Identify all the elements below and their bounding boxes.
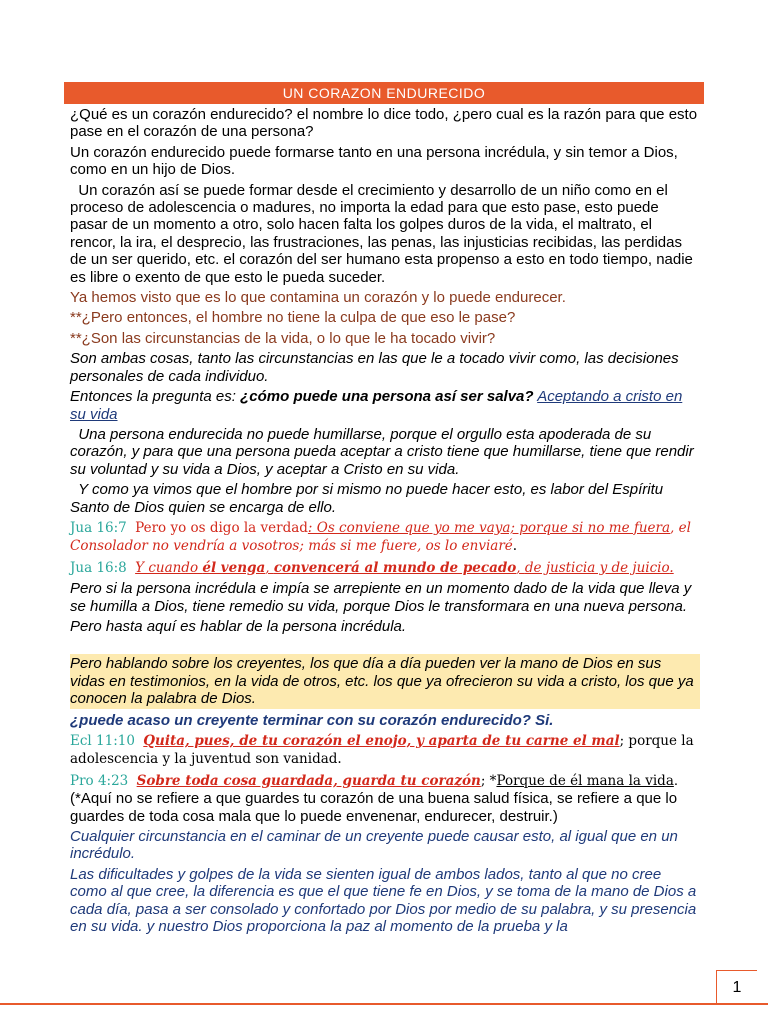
paragraph-believers-highlight: Pero hablando sobre los creyentes, los que día a día pueden ver la mano de Dios en sus vidas en testimonios, en la vida de otros, etc. los que ya ofrecieron su vida a cristo, los que ya conocen la palabra de Dios. (70, 654, 700, 708)
verse3-part-b: ; porque la adolescencia y la juventud son vanidad. (70, 733, 694, 768)
paragraph-unbeliever-end: Pero hasta aquí es hablar de la persona incrédula. (70, 617, 407, 635)
verse-john-16-7 (70, 519, 700, 556)
paragraph-definition: Un corazón endurecido puede formarse tanto en una persona incrédula, y sin temor a Dios, como en un hijo de Dios. (70, 143, 678, 179)
verse-ref-ecl-11-10: Ecl 11:10 (70, 733, 135, 749)
verse1-part-b: : Os conviene que yo me vaya; porque si no me fuera (307, 519, 671, 536)
paragraph-formation (70, 182, 700, 286)
paragraph-formation-text: Un corazón así se puede formar desde el crecimiento y desarrollo de un niño como en el proceso de adolescencia o madures, no importa la edad para que esto pase, esto puede pasar de un momento a otro, solo hacen falta los golpes duros de la vida, el maltrato, el rencor, la ira, el desprecio, las frustraciones, las penas, las injusticias recibidas, las perdidas de un ser querido, etc. el corazón del ser humano esta propenso a esto en todo tiempo, nadie es libre o exento de que esto le pueda suceder. (70, 181, 693, 286)
verse2-part-e: , (516, 559, 525, 576)
verse4-part-b: ; * (480, 772, 497, 789)
question-circumstances: **¿Son las circunstancias de la vida, o lo que le ha tocado vivir? (70, 329, 496, 347)
verse2-part-a: Y cuando (135, 559, 203, 576)
paragraph-intro-question: ¿Qué es un corazón endurecido? el nombre lo dice todo, ¿pero cual es la razón para que esto pase en el corazón de una persona? (70, 106, 698, 141)
verse2-part-f: de justicia y de juicio (524, 559, 670, 576)
section-spacer (70, 638, 700, 654)
question-guilt: **¿Pero entonces, el hombre no tiene la culpa de que eso le pase? (70, 309, 516, 327)
verse-ecclesiastes-11-10 (70, 732, 700, 769)
paragraph-humility (70, 426, 700, 478)
verse-ref-pro-4-23: Pro 4:23 (70, 772, 129, 789)
verse1-part-a: Pero yo os digo la verdad (135, 519, 308, 536)
paragraph-holy-spirit-text: Y como ya vimos que el hombre por si mismo no puede hacer esto, es labor del Espíritu Santo de Dios quien se encarga de ello. (70, 481, 664, 516)
verse-john-16-8 (70, 559, 700, 577)
page-number: 1 (716, 970, 757, 1004)
paragraph-any-circumstance: Cualquier circunstancia en el caminar de un creyente puede causar esto, al igual que en un incrédulo. (70, 828, 678, 863)
verse2-part-b: él venga (202, 559, 266, 576)
paragraph-holy-spirit (70, 481, 700, 516)
verse2-part-d: convencerá al mundo de pecado (273, 559, 517, 576)
verse-ref-john-16-7: Jua 16:7 (70, 519, 127, 536)
paragraph-difficulties: Las dificultades y golpes de la vida se sienten igual de ambos lados, tanto al que no cree como al que cree, la diferencia es que el que tiene fe en Dios, y se toma de la mano de Dios a cada día, pasa a ser consolado y confortado por Dios por medio de su palabra, y su presencia en su vida. y nuestro Dios proporciona la paz al momento de la prueba y la (70, 865, 697, 936)
verse4-part-c: Porque de él mana la vida (496, 772, 674, 789)
document-body (70, 106, 700, 938)
salvation-lead: Entonces la pregunta es: (70, 388, 241, 406)
salvation-question: ¿cómo puede una persona así ser salva? (240, 388, 534, 406)
verse4-part-a: Sobre toda cosa guardada, guarda tu corazón (136, 772, 481, 789)
verse2-part-c: , (265, 559, 274, 576)
verse2-part-g: . (669, 559, 674, 576)
paragraph-answer: Son ambas cosas, tanto las circunstancias en las que le a tocado vivir como, las decisiones personales de cada individuo. (70, 350, 679, 385)
footer-rule (0, 1003, 768, 1005)
verse-proverbs-4-23 (70, 772, 700, 825)
paragraph-believer-question: ¿puede acaso un creyente terminar con su corazón endurecido? Si. (70, 711, 554, 729)
paragraph-repentance: Pero si la persona incrédula e impía se arrepiente en un momento dado de la vida que lleva y se humilla a Dios, tiene remedio su vida, porque Dios le transformara en una nueva persona. (70, 580, 692, 615)
verse1-part-c: , el Consolador no vendría a vosotros; más si me fuere, os lo enviaré (70, 519, 691, 555)
document-title: UN CORAZON ENDURECIDO (64, 82, 704, 104)
salvation-answer-link[interactable]: Aceptando a cristo en su vida (70, 388, 683, 423)
paragraph-humility-text: Una persona endurecida no puede humillarse, porque el orgullo esta apoderada de su corazón, y para que una persona pueda aceptar a cristo tiene que humillarse, tiene que rendir su voluntad y su vida a Dios, y aceptar a Cristo en su vida. (70, 425, 694, 478)
verse4-part-d: . (*Aquí no se refiere a que guardes tu corazón de una buena salud física, se refiere a que lo guardes de toda cosa mala que lo puede envenenar, endurecer, destruir.) (70, 771, 679, 825)
paragraph-salvation-question (70, 388, 700, 423)
verse3-part-a: Quita, pues, de tu corazón el enojo, y aparta de tu carne el mal (143, 733, 620, 749)
verse1-part-d: . (512, 538, 518, 555)
paragraph-contamination: Ya hemos visto que es lo que contamina un corazón y lo puede endurecer. (70, 289, 566, 307)
verse-ref-john-16-8: Jua 16:8 (70, 559, 127, 576)
